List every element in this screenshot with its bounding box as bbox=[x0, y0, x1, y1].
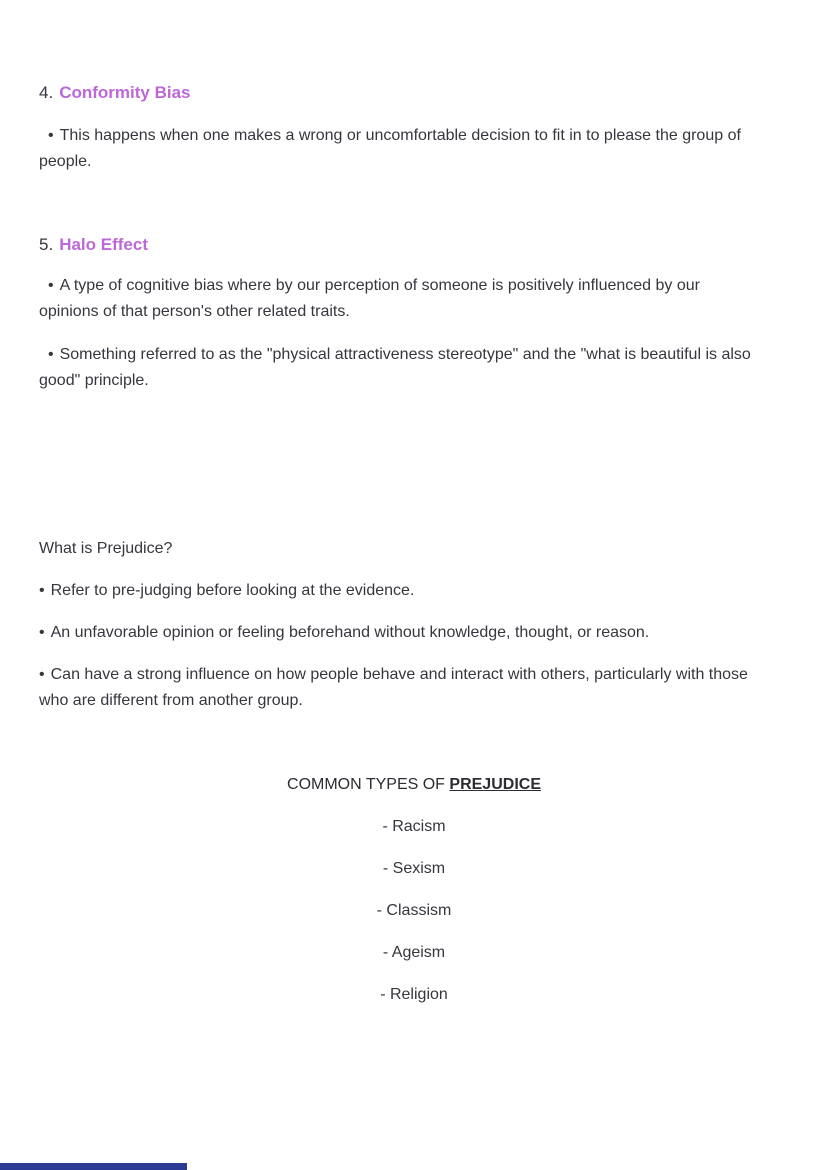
common-types-heading-emphasis: PREJUDICE bbox=[449, 776, 541, 793]
prejudice-bullet-3 bbox=[0, 662, 828, 714]
type-list-item-sexism: - Sexism bbox=[382, 860, 446, 877]
heading-number: 4. bbox=[39, 83, 54, 102]
bullet-text: An unfavorable opinion or feeling beforehand without knowledge, thought, or reason. bbox=[50, 624, 650, 641]
heading-number: 5. bbox=[39, 235, 54, 254]
type-list-item-racism: - Racism bbox=[382, 818, 446, 835]
bullet-text: Can have a strong influence on how people behave and interact with others, particularly with those who are different from another group. bbox=[39, 666, 748, 709]
prejudice-bullet-2 bbox=[0, 620, 828, 646]
heading-halo-effect bbox=[0, 234, 828, 256]
common-types-section bbox=[0, 772, 828, 1008]
bullet-icon: • bbox=[48, 346, 54, 363]
common-types-heading-prefix: COMMON TYPES OF bbox=[287, 776, 450, 793]
halo-bullet-2 bbox=[0, 342, 828, 394]
bullet-icon: • bbox=[39, 624, 45, 641]
bullet-icon: • bbox=[39, 666, 45, 683]
halo-bullet-1 bbox=[0, 273, 828, 325]
bullet-text: Refer to pre-judging before looking at the evidence. bbox=[50, 582, 415, 599]
bullet-text: Something referred to as the "physical attractiveness stereotype" and the "what is beautiful is also good" principle. bbox=[39, 346, 751, 389]
next-page-edge bbox=[0, 1163, 187, 1170]
type-list-item-religion: - Religion bbox=[380, 986, 448, 1003]
heading-conformity-bias bbox=[0, 82, 828, 104]
common-types-heading bbox=[0, 772, 828, 798]
bullet-icon: • bbox=[48, 127, 54, 144]
bullet-text: A type of cognitive bias where by our perception of someone is positively influenced by our opinions of that person's other related traits. bbox=[39, 277, 700, 320]
prejudice-bullet-1 bbox=[0, 578, 828, 604]
heading-title-conformity: Conformity Bias bbox=[59, 83, 191, 102]
bullet-icon: • bbox=[39, 582, 45, 599]
heading-title-halo: Halo Effect bbox=[59, 235, 148, 254]
conformity-bullet bbox=[0, 123, 828, 175]
bullet-text: This happens when one makes a wrong or uncomfortable decision to fit in to please the group of people. bbox=[39, 127, 741, 170]
type-list-item-ageism: - Ageism bbox=[382, 944, 446, 961]
type-list-item-classism: - Classism bbox=[376, 902, 452, 919]
prejudice-question: What is Prejudice? bbox=[39, 540, 173, 557]
bullet-icon: • bbox=[48, 277, 54, 294]
